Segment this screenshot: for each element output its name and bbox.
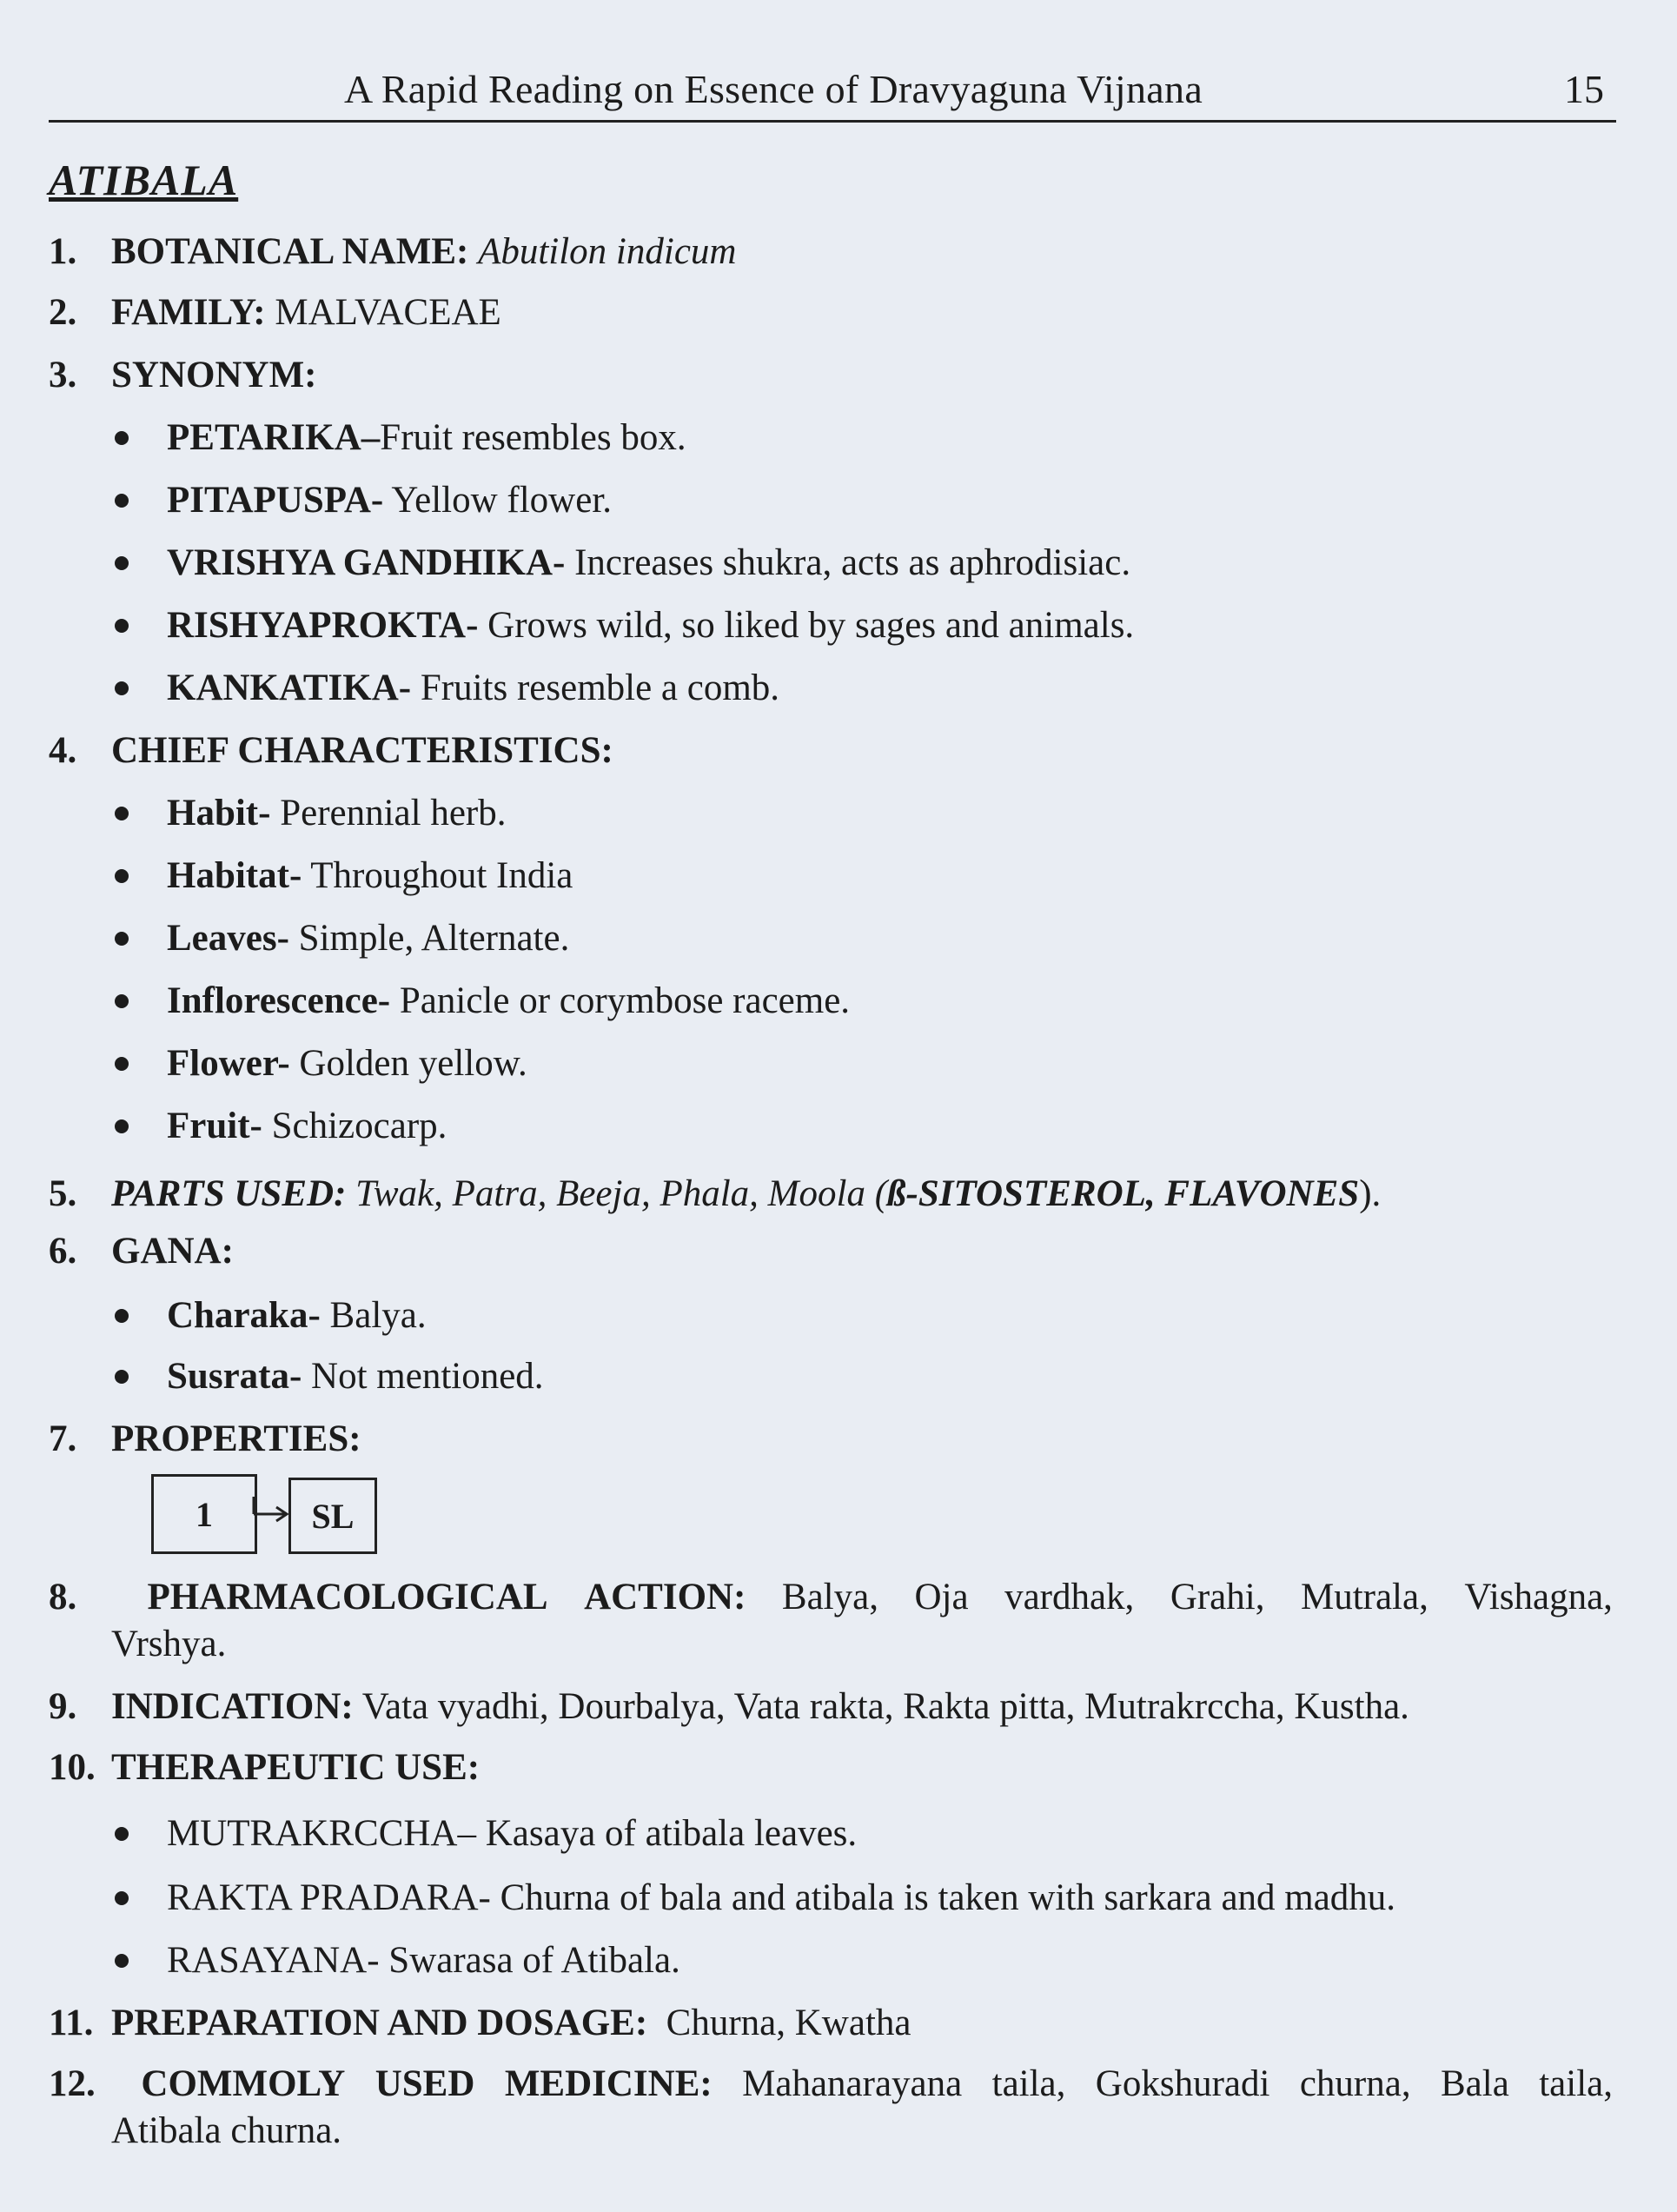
list-text: Simple, Alternate.: [288, 918, 570, 959]
item-number: 12.: [49, 2063, 96, 2104]
list-item: [115, 476, 612, 525]
list-item: [115, 1292, 427, 1340]
item-number: 7.: [49, 1418, 77, 1459]
list-item: [115, 539, 1130, 588]
bullet-icon: [115, 1370, 129, 1384]
list-item: [115, 601, 1134, 650]
item-number: 3.: [49, 355, 77, 395]
list-term: MUTRAKRCCHA–: [167, 1813, 476, 1854]
running-header: [49, 61, 1616, 123]
item-value-word: Gokshuradi: [1095, 2063, 1270, 2104]
list-term: RISHYAPROKTA-: [167, 605, 479, 646]
item-number: 5.: [49, 1173, 77, 1214]
item-synonym: [49, 351, 316, 400]
list-item: [115, 1874, 1395, 1923]
item-value-word: Mahanarayana: [742, 2063, 963, 2104]
bullet-icon: [115, 807, 129, 820]
bullet-icon: [115, 1891, 129, 1905]
item-label: GANA:: [111, 1231, 234, 1272]
list-text: Throughout India: [302, 855, 573, 896]
list-text: Swarasa of Atibala.: [379, 1940, 680, 1981]
item-value-word: Vishagna,: [1464, 1577, 1613, 1617]
item-number: 6.: [49, 1231, 77, 1272]
bullet-icon: [115, 556, 129, 570]
item-label: BOTANICAL NAME:: [111, 231, 469, 272]
item-label-word: USED: [375, 2063, 475, 2104]
section-heading: ATIBALA: [49, 156, 239, 204]
bullet-icon: [115, 1057, 129, 1071]
item-chief-characteristics: [49, 727, 613, 775]
item-value: MALVACEAE: [275, 292, 501, 333]
item-value: Vata vyadhi, Dourbalya, Vata rakta, Rakta pitta, Mutrakrccha, Kustha.: [353, 1686, 1409, 1727]
list-item: [115, 1352, 544, 1401]
bullet-icon: [115, 1309, 129, 1323]
item-label: PREPARATION AND DOSAGE:: [111, 2003, 648, 2043]
list-term: Habit-: [167, 793, 271, 834]
header-title: A Rapid Reading on Essence of Dravyaguna Vijnana: [344, 67, 1203, 111]
bullet-icon: [115, 1119, 129, 1133]
list-term: RASAYANA-: [167, 1940, 380, 1981]
list-text: Panicle or corymbose raceme.: [390, 980, 851, 1021]
item-value: Twak, Patra, Beeja, Phala, Moola (: [346, 1173, 888, 1214]
item-value: Churna, Kwatha: [647, 2003, 911, 2043]
item-family: [49, 289, 501, 337]
item-label: PARTS USED:: [111, 1173, 347, 1214]
item-number: 9.: [49, 1686, 77, 1727]
item-commonly-used-medicine: [49, 2060, 1613, 2109]
item-number: 1.: [49, 231, 77, 272]
list-term: PETARIKA–: [167, 417, 381, 458]
arrow-icon: [252, 1497, 290, 1531]
item-botanical-name: [49, 228, 736, 276]
item-label-word: ACTION:: [584, 1577, 746, 1617]
list-term: Leaves-: [167, 918, 289, 959]
list-text: Fruits resemble a comb.: [411, 668, 780, 708]
item-continuation: Atibala churna.: [111, 2110, 342, 2151]
property-box-2: SL: [288, 1478, 377, 1554]
item-value-word: vardhak,: [1004, 1577, 1135, 1617]
list-term: PITAPUSPA-: [167, 480, 384, 521]
item-parts-used: [49, 1170, 1381, 1219]
item-value-word: Oja: [914, 1577, 969, 1617]
item-value-word: Grahi,: [1170, 1577, 1265, 1617]
item-value-end: ).: [1359, 1173, 1382, 1214]
item-label: SYNONYM:: [111, 355, 317, 395]
list-text: Balya.: [320, 1295, 427, 1336]
page-number: 15: [1564, 67, 1604, 111]
item-value-word: churna,: [1299, 2063, 1411, 2104]
item-value-word: Bala: [1441, 2063, 1509, 2104]
item-continuation: Vrshya.: [111, 1624, 227, 1664]
item-label: FAMILY:: [111, 292, 266, 333]
list-item: [115, 977, 850, 1026]
bullet-icon: [115, 1827, 129, 1841]
item-pharmacological-action: [49, 1573, 1613, 1622]
list-item: [115, 1040, 527, 1088]
list-item: [115, 1810, 857, 1858]
bullet-icon: [115, 994, 129, 1008]
list-term: Fruit-: [167, 1106, 262, 1146]
item-number: 2.: [49, 292, 77, 333]
item-label: INDICATION:: [111, 1686, 354, 1727]
list-text: Kasaya of atibala leaves.: [476, 1813, 858, 1854]
chemical-constituents: ß-SITOSTEROL, FLAVONES: [887, 1173, 1360, 1214]
item-number: 10.: [49, 1747, 96, 1788]
list-term: Flower-: [167, 1043, 290, 1084]
item-label: THERAPEUTIC USE:: [111, 1747, 481, 1788]
item-label: CHIEF CHARACTERISTICS:: [111, 730, 613, 771]
list-item: [115, 664, 779, 713]
item-gana: [49, 1227, 234, 1276]
bullet-icon: [115, 1954, 129, 1968]
list-text: Grows wild, so liked by sages and animals.: [478, 605, 1135, 646]
list-item: [115, 852, 573, 900]
bullet-icon: [115, 681, 129, 695]
item-indication: [49, 1683, 1409, 1731]
list-term: Inflorescence-: [167, 980, 391, 1021]
list-text: Churna of bala and atibala is taken with sarkara and madhu.: [490, 1877, 1396, 1918]
list-text: Not mentioned.: [302, 1356, 544, 1397]
list-term: RAKTA PRADARA-: [167, 1877, 491, 1918]
item-properties: [49, 1415, 361, 1464]
list-term: Charaka-: [167, 1295, 321, 1336]
item-value: Abutilon indicum: [478, 231, 737, 272]
list-text: Yellow flower.: [383, 480, 613, 521]
list-term: Habitat-: [167, 855, 302, 896]
item-number: 11.: [49, 2003, 94, 2043]
item-label-word: PHARMACOLOGICAL: [147, 1577, 548, 1617]
item-value-word: Balya,: [781, 1577, 878, 1617]
property-box-1: 1: [151, 1474, 257, 1554]
bullet-icon: [115, 619, 129, 633]
list-text: Schizocarp.: [262, 1106, 447, 1146]
item-preparation-dosage: [49, 1999, 911, 2048]
list-term: KANKATIKA-: [167, 668, 412, 708]
list-item: [115, 1102, 447, 1151]
item-label-word: COMMOLY: [141, 2063, 346, 2104]
list-item: [115, 914, 569, 963]
bullet-icon: [115, 494, 129, 508]
item-number: 8.: [49, 1577, 77, 1617]
list-text: Increases shukra, acts as aphrodisiac.: [565, 542, 1131, 583]
item-value-word: taila,: [1539, 2063, 1613, 2104]
list-item: [115, 789, 507, 838]
list-item: [115, 1936, 680, 1985]
bullet-icon: [115, 431, 129, 445]
list-text: Golden yellow.: [289, 1043, 527, 1084]
bullet-icon: [115, 932, 129, 946]
item-number: 4.: [49, 730, 77, 771]
item-value-word: taila,: [991, 2063, 1066, 2104]
item-value-word: Mutrala,: [1300, 1577, 1428, 1617]
item-therapeutic-use: [49, 1744, 480, 1792]
item-label-word: MEDICINE:: [504, 2063, 713, 2104]
list-text: Fruit resembles box.: [380, 417, 686, 458]
list-text: Perennial herb.: [270, 793, 507, 834]
item-label: PROPERTIES:: [111, 1418, 361, 1459]
list-item: [115, 414, 686, 462]
bullet-icon: [115, 869, 129, 883]
list-term: Susrata-: [167, 1356, 302, 1397]
list-term: VRISHYA GANDHIKA-: [167, 542, 566, 583]
